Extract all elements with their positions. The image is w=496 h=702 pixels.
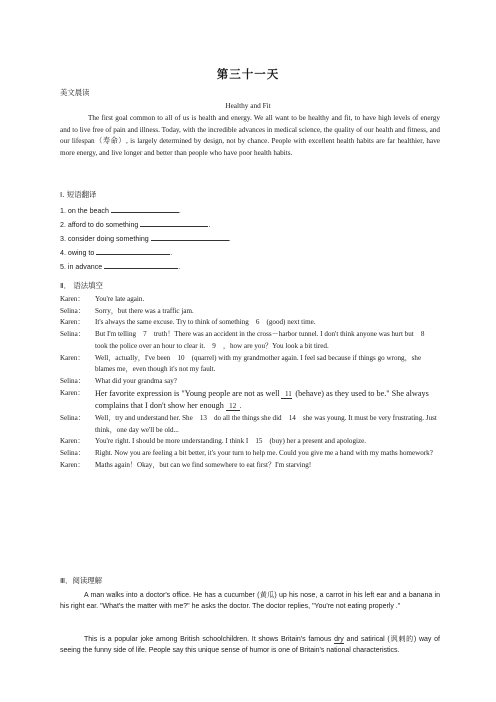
blank-11: 11 (281, 390, 291, 399)
dialogue-line: Selina： But I'm telling 7 truth！There was an accident in the cross－harbor tunnel. I don't think anyone was hurt but 8 took the police over an hour to clear it. 9 ，how are you？You look a bit tired. (60, 330, 432, 350)
dialogue (60, 294, 442, 472)
reading-paragraph-1: A man walks into a doctor's office. He has a cucumber (黄瓜) up his nose, a carrot in his left ear and a banana in his right ear. "What's the matter with me?" he asks the doctor. The doctor replies, "You're not eating properly ." (60, 592, 440, 611)
dialogue-line: Selina： Sorry，but there was a traffic jam. (60, 306, 194, 315)
dialogue-line: Karen： Maths again！Okay，but can we find somewhere to eat first？I'm starving! (60, 460, 312, 469)
dialogue-line: Karen： Her favorite expression is "Young people are not as well 11 (behave) as they used to be." She always complains that I don't show her enough 12 . (60, 388, 429, 411)
section-heading-morning-reading: 美文晨读 (60, 88, 90, 97)
section-heading-grammar-fill: Ⅱ． 语法填空 (60, 281, 103, 290)
reading-paragraph-2: This is a popular joke among British schoolchildren. It shows Britain's famous dry and satirical (讽刺的) way of seeing the funny side of life. People say this unique sense of humor is one of Britain's national characteristics. (60, 636, 440, 655)
dialogue-line: Karen： You're right. I should be more understanding. I think I 15 (buy) her a present and apologize. (60, 437, 367, 446)
blank-12: 12 (226, 402, 240, 411)
phrase-item-4: 4. owing to . (60, 249, 173, 257)
dialogue-line: Selina： Right. Now you are feeling a bit better, it's your turn to help me. Could you give me a hand with my maths homework? (60, 449, 433, 458)
page-title: 第三十一天 (216, 67, 280, 81)
essay-title: Healthy and Fit (225, 101, 271, 110)
section-heading-reading-comprehension: Ⅲ．阅读理解 (60, 576, 103, 585)
dialogue-line: Selina： Well，try and understand her. She 13 do all the things she did 14 she was young. It must be very frustrating. Just think，one day we'll be old... (60, 414, 437, 434)
phrase-item-5: 5. in advance . (60, 263, 181, 271)
dialogue-line: Karen： You're late again. (60, 295, 145, 303)
dialogue-line: Karen： Well，actually，I've been 10 (quarrel) with my grandmother again. I feel sad because if things go wrong，she blames me，even though it's not my fault. (60, 353, 422, 374)
essay-paragraph: The first goal common to all of us is health and energy. We all want to be healthy and fit, to have high levels of energy and to live free of pain and illness. Today, with the incredible advances in medical science, the quality of our health and fitness, and our lifespan（寿命）, is largely determined by design, not by chance. People with excellent health habits are far healthier, have more energy, and live longer and better than people who have poor health habits. (60, 114, 440, 157)
dialogue-line: Karen： It's always the same excuse. Try to think of something 6 (good) next time. (60, 318, 316, 327)
section-heading-phrase-translation: Ⅰ. 短语翻译 (60, 190, 97, 199)
phrase-item-3: 3. consider doing something . (60, 235, 231, 243)
underlined-word-dry: dry (334, 636, 344, 643)
phrase-item-1: 1. on the beach . (60, 207, 181, 215)
phrase-item-2: 2. afford to do something . (60, 221, 211, 229)
dialogue-line: Selina： What did your grandma say? (60, 376, 177, 385)
